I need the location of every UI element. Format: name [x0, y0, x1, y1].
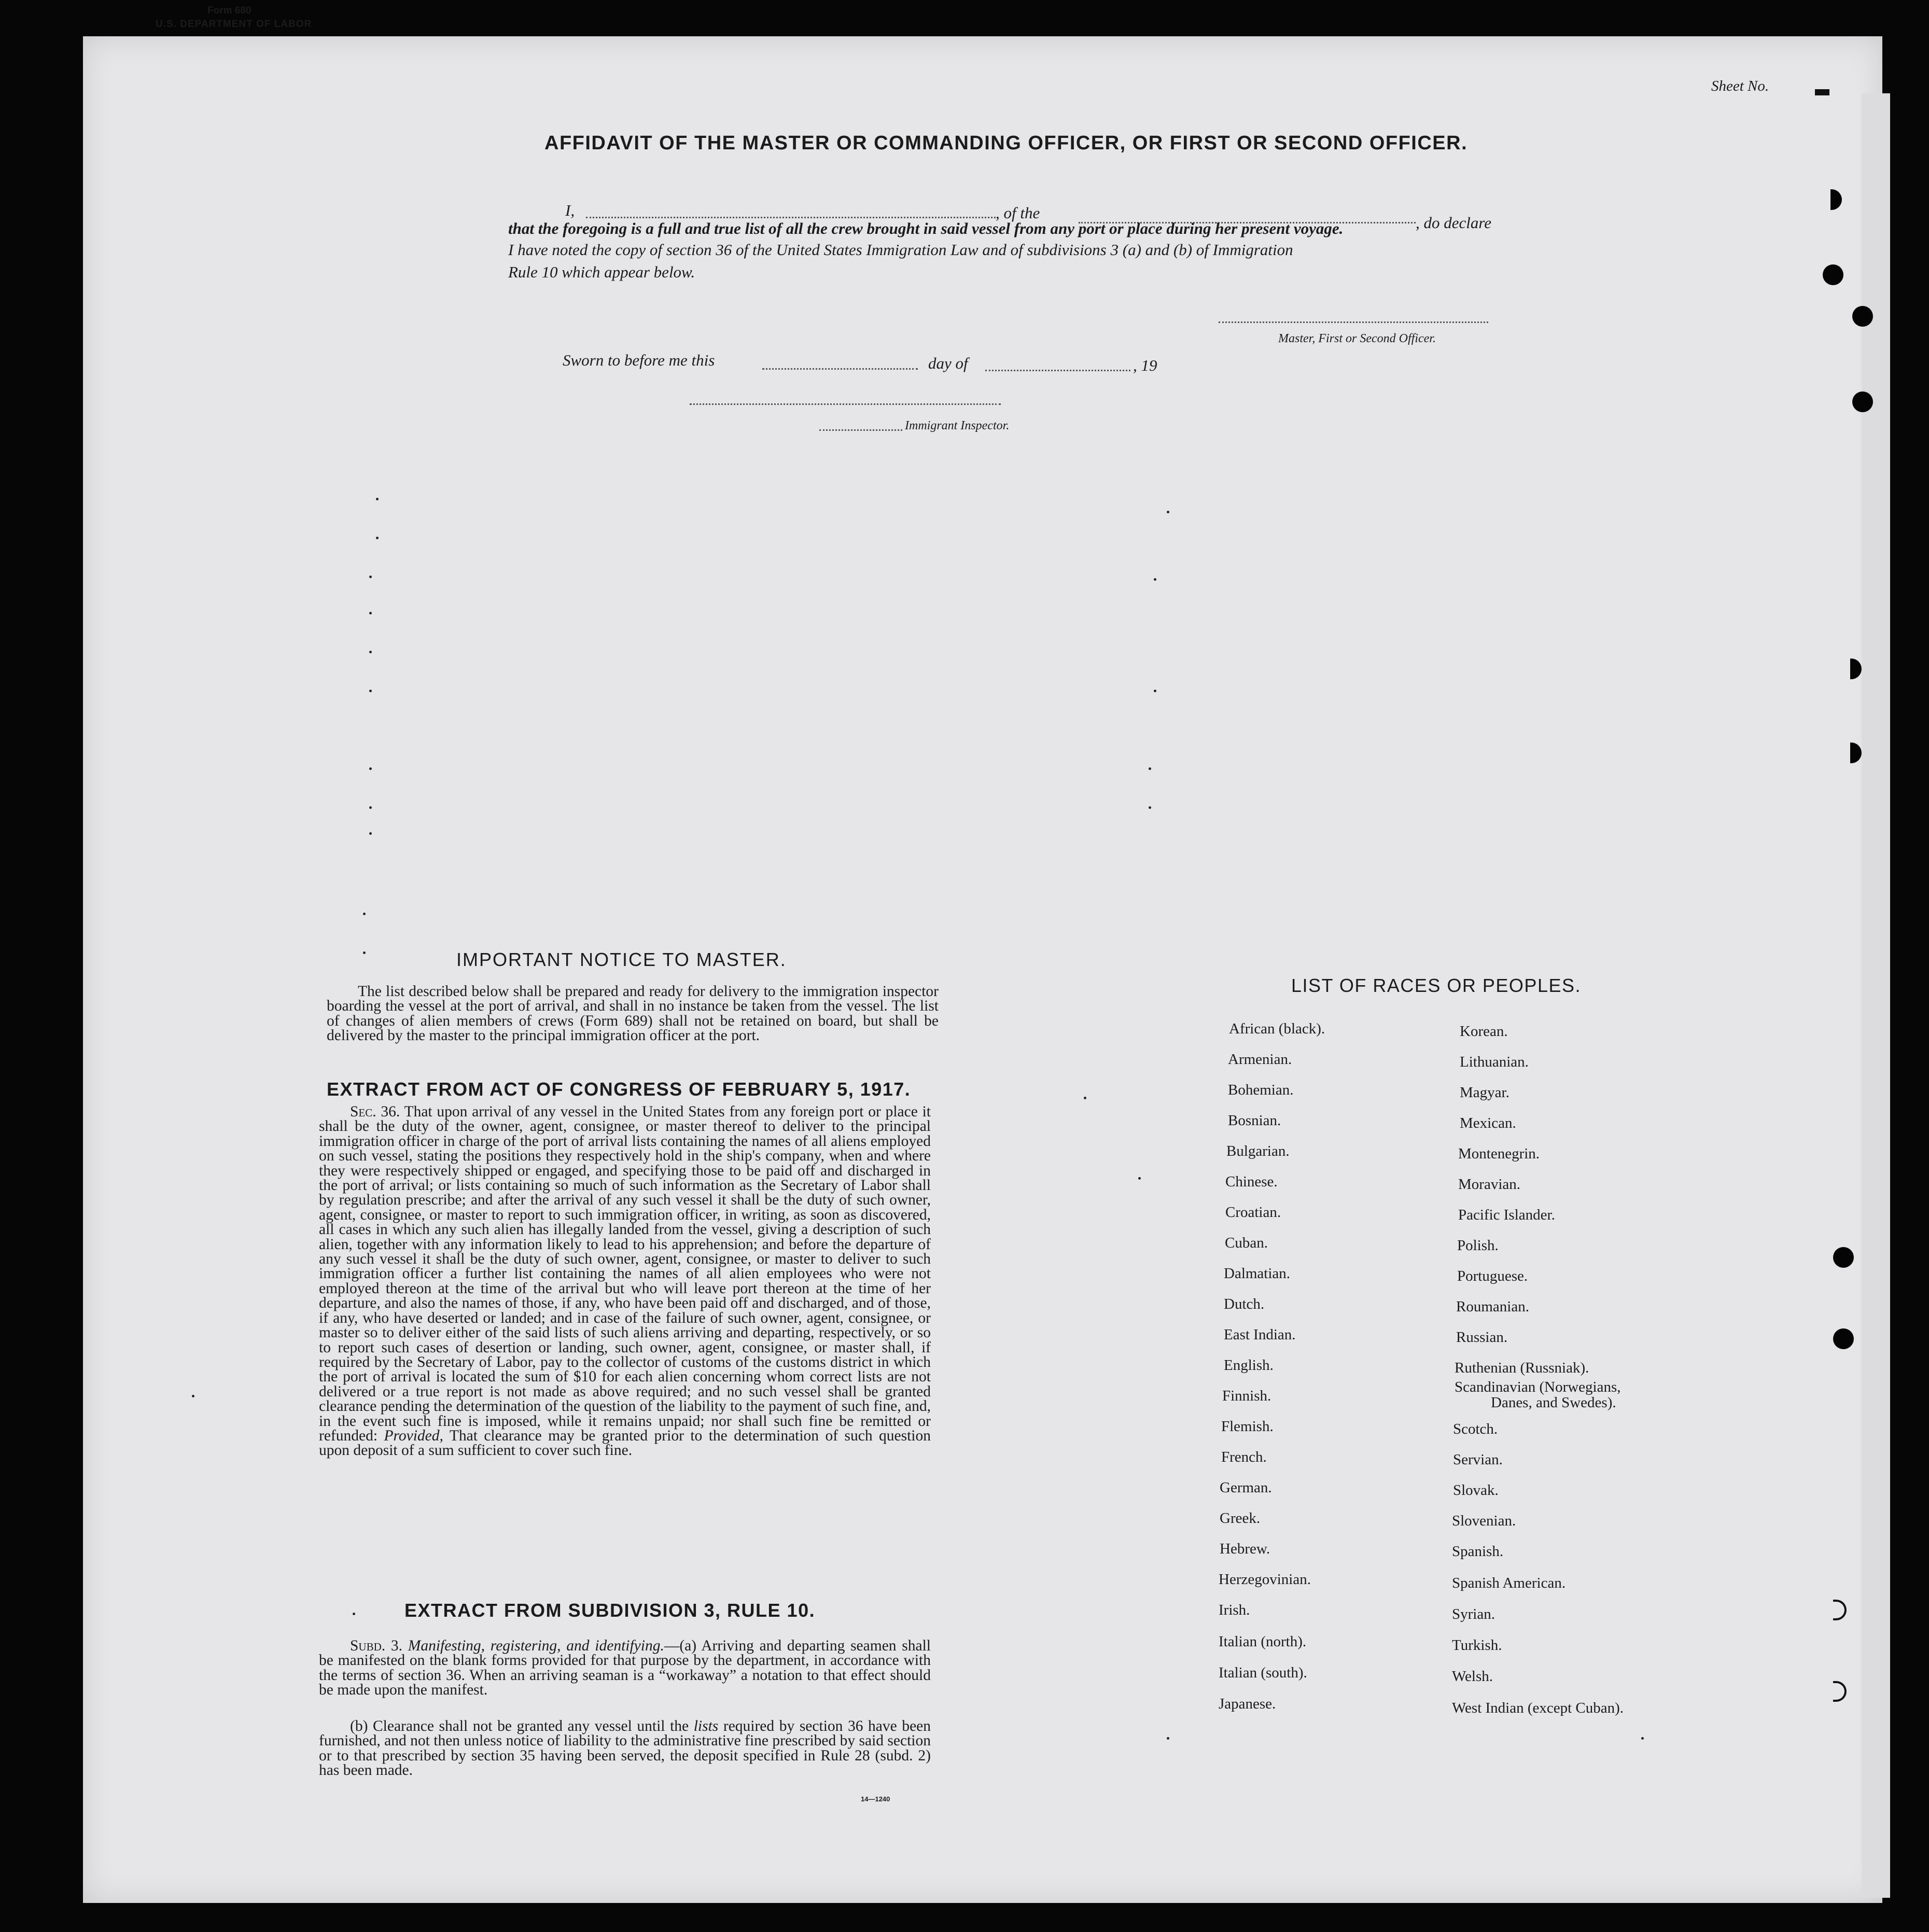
stray-mark: [1641, 1737, 1644, 1740]
race-item: Bohemian.: [1228, 1082, 1294, 1098]
race-item: Lithuanian.: [1460, 1054, 1529, 1070]
subdivision-label: Subd. 3.: [350, 1637, 402, 1654]
race-item: Croatian.: [1225, 1204, 1281, 1221]
master-signature-blank[interactable]: [1219, 321, 1488, 323]
race-item: Spanish American.: [1452, 1575, 1566, 1591]
master-name-blank[interactable]: [586, 217, 996, 218]
provided-word: Provided,: [384, 1427, 443, 1444]
race-item: Dalmatian.: [1224, 1265, 1291, 1282]
subdivision-b-text: [319, 1719, 931, 1778]
stray-mark: [369, 651, 372, 653]
day-of-label: day of: [928, 354, 968, 372]
binder-hole: [1852, 306, 1873, 327]
affidavit-line-4: Rule 10 which appear below.: [508, 263, 695, 281]
stray-mark: [376, 537, 379, 539]
subdivision-b-label: (b): [350, 1718, 368, 1734]
subdivision-b-body-2: required by section 36 have been furnished, and not then unless notice of liability to the administrative fine prescribed by said section or to that prescribed by section 35 having been served, the deposit specified in Rule 28 (subd. 2) has been made.: [319, 1718, 931, 1779]
race-item: Herzegovinian.: [1219, 1571, 1311, 1588]
race-item: Greek.: [1220, 1510, 1261, 1527]
inspector-label: Immigrant Inspector.: [905, 419, 1010, 432]
race-item: Scandinavian (Norwegians,: [1455, 1379, 1621, 1395]
race-item: Montenegrin.: [1458, 1145, 1540, 1162]
master-signature-label: Master, First or Second Officer.: [1278, 332, 1436, 345]
race-item: Servian.: [1453, 1451, 1503, 1468]
race-item: Pacific Islander.: [1458, 1207, 1555, 1223]
subdivision-a-label: —(a): [664, 1637, 697, 1654]
stray-mark: [369, 767, 372, 770]
race-item: Dutch.: [1224, 1296, 1265, 1312]
stray-mark: [1167, 511, 1169, 513]
section-36-text: [319, 1104, 931, 1458]
stray-mark: [1149, 767, 1151, 770]
race-item: Hebrew.: [1220, 1541, 1270, 1557]
stray-mark: [369, 832, 372, 835]
affidavit-line-2: that the foregoing is a full and true list of all the crew brought in said vessel from any port or place during her present voyage.: [508, 219, 1344, 237]
race-item: Slovak.: [1453, 1482, 1499, 1499]
stray-mark: [369, 806, 372, 809]
race-item: Polish.: [1457, 1237, 1499, 1254]
race-item: Moravian.: [1458, 1176, 1520, 1193]
stray-mark: [369, 690, 372, 692]
affidavit-title: AFFIDAVIT OF THE MASTER OR COMMANDING OFFICER, OR FIRST OR SECOND OFFICER.: [544, 132, 1468, 154]
race-item: Magyar.: [1460, 1084, 1509, 1101]
stray-mark: [363, 951, 366, 954]
race-item: Russian.: [1456, 1329, 1508, 1346]
form-page: [83, 36, 1882, 1903]
notice-heading: IMPORTANT NOTICE TO MASTER.: [456, 949, 787, 970]
race-item: African (black).: [1229, 1020, 1325, 1037]
race-item: Flemish.: [1221, 1418, 1274, 1435]
stray-mark: [1084, 1097, 1086, 1099]
stray-mark: [1154, 690, 1156, 692]
section-36-body: That upon arrival of any vessel in the United States from any foreign port or place it shall be the duty of the owner, agent, consignee, or master thereof to deliver to the principal immigration officer in charge of the port of arrival lists containing the names of all aliens employed on such vessel, stating the positions they respectively hold in the ship's company, when and where they were respectively shipped or engaged, and specifying those to be paid off and discharged in the port of arrival; or lists containing so much of such information as the Secretary of Labor shall by regulation prescribe; and after the arrival of any such vessel it shall be the duty of such owner, agent, consignee, or master to report to such immigration officer, in writing, as soon as discovered, all cases in which any such alien has illegally landed from the vessel, giving a description of such alien, together with any information likely to lead to his apprehension; and before the departure of any such vessel it shall be the duty of such owner, agent, consignee, or master to deliver to such immigration officer a further list containing the names of all alien employees who were not employed thereon at the time of the arrival but who will leave port thereon at the time of her departure, and also the names of those, if any, who have been paid off and discharged, and of those, if any, who have deserted or landed; and in case of the failure of such owner, agent, consignee, or master so to deliver either of the said lists of such aliens arriving and departing, respectively, or so to report such cases of desertion or landing, such owner, agent, consignee, or master shall, if required by the Secretary of Labor, pay to the collector of customs of the customs district in which the port of arrival is located the sum of $10 for each alien concerning whom correct lists are not delivered or a true report is not made as above required; and no such vessel shall be granted clearance pending the determination of the question of the liability to the payment of such fine, and, in the event such fine is imposed, while it remains unpaid; nor shall such fine be remitted or refunded:: [319, 1103, 931, 1444]
race-item: Bosnian.: [1228, 1112, 1281, 1129]
stray-mark: [369, 612, 372, 614]
binder-hole: [1833, 1247, 1854, 1268]
race-item: German.: [1220, 1479, 1272, 1496]
subdivision-a-text: [319, 1639, 931, 1698]
race-item: Irish.: [1219, 1602, 1250, 1618]
binder-hole: [1823, 264, 1843, 285]
race-item: Roumanian.: [1456, 1298, 1529, 1315]
race-item: Bulgarian.: [1226, 1143, 1290, 1159]
race-item: Finnish.: [1222, 1388, 1271, 1404]
race-item: Slovenian.: [1452, 1513, 1516, 1529]
rule-extract-heading: EXTRACT FROM SUBDIVISION 3, RULE 10.: [404, 1600, 816, 1621]
race-item: Italian (south).: [1219, 1664, 1307, 1681]
race-item: East Indian.: [1224, 1326, 1296, 1343]
form-number: Form 680: [207, 5, 251, 16]
notice-text: The list described below shall be prepared and ready for delivery to the immigration inspector boarding the vessel at the port of arrival, and shall in no instance be taken from the vessel. The list of changes of alien members of crews (Form 689) shall not be retained on board, but shall be delivered by the master to the principal immigration officer at the port.: [327, 983, 939, 1044]
race-item: English.: [1224, 1357, 1274, 1374]
stray-mark: [1154, 578, 1156, 581]
race-item: Scotch.: [1453, 1421, 1498, 1437]
year-label: , 19: [1133, 356, 1157, 374]
inspector-signature-blank[interactable]: [819, 429, 902, 431]
sheet-number-label: Sheet No.: [1711, 78, 1769, 94]
race-item: Japanese.: [1219, 1696, 1276, 1712]
race-item: West Indian (except Cuban).: [1452, 1700, 1624, 1716]
section-36-body-end: That clearance may be granted prior to the determination of such question upon deposit of a sum sufficient to cover such fine.: [319, 1427, 931, 1459]
race-item: Welsh.: [1452, 1668, 1493, 1685]
race-item: Cuban.: [1225, 1235, 1268, 1251]
print-code: 14—1240: [861, 1795, 890, 1803]
binder-hole: [1833, 1328, 1854, 1349]
lists-word: lists: [693, 1718, 719, 1734]
race-item: Syrian.: [1452, 1606, 1495, 1622]
binder-hole: [1852, 391, 1873, 412]
race-item: Spanish.: [1452, 1543, 1504, 1560]
race-item: Ruthenian (Russniak).: [1455, 1360, 1589, 1376]
stray-mark: [369, 576, 372, 578]
race-item: Korean.: [1460, 1023, 1508, 1040]
stray-mark: [1138, 1177, 1141, 1180]
sworn-day-blank[interactable]: [762, 368, 918, 370]
stray-mark: [1167, 1737, 1169, 1740]
race-item: Chinese.: [1225, 1173, 1278, 1190]
stray-mark: [192, 1395, 194, 1397]
affidavit-do-declare: , do declare: [1416, 214, 1492, 232]
race-item: Italian (north).: [1219, 1633, 1307, 1650]
race-item: Portuguese.: [1457, 1268, 1528, 1284]
subdivision-title: Manifesting, registering, and identifying.: [408, 1637, 664, 1654]
stray-mark: [376, 498, 379, 500]
sworn-month-blank[interactable]: [985, 370, 1130, 371]
act-extract-heading: EXTRACT FROM ACT OF CONGRESS OF FEBRUARY 5, 1917.: [327, 1079, 911, 1100]
stray-mark: [1149, 806, 1151, 809]
subdivision-a-body: Arriving and departing seamen shall be manifested on the blank forms provided for that purpose by the department, in accordance with the terms of section 36. When an arriving seaman is a “workaway” a notation to that effect should be made upon the manifest.: [319, 1637, 931, 1699]
races-heading: LIST OF RACES OR PEOPLES.: [1291, 975, 1581, 996]
sworn-label: Sworn to before me this: [563, 351, 715, 369]
subdivision-b-body-1: Clearance shall not be granted any vessel until the: [373, 1718, 689, 1734]
underlying-sheet-edge: [1862, 93, 1890, 1898]
affidavit-i: I,: [565, 201, 575, 219]
sheet-number-mark: [1815, 89, 1829, 95]
stray-mark: [353, 1613, 355, 1615]
race-item-continuation: Danes, and Swedes).: [1491, 1394, 1616, 1411]
race-item: Mexican.: [1460, 1115, 1516, 1131]
affidavit-line-3: I have noted the copy of section 36 of the United States Immigration Law and of subdivisions 3 (a) and (b) of Immigration: [508, 241, 1293, 259]
inspector-signature-blank-top[interactable]: [690, 403, 1001, 405]
section-36-label: Sec. 36.: [350, 1103, 400, 1120]
affidavit-of-the: , of the: [996, 204, 1040, 222]
department-name: U.S. DEPARTMENT OF LABOR: [156, 19, 312, 30]
race-item-scandinavian: [1455, 1379, 1621, 1410]
race-item: Turkish.: [1452, 1637, 1502, 1654]
race-item: Armenian.: [1228, 1051, 1292, 1068]
stray-mark: [363, 913, 366, 915]
race-item: French.: [1221, 1449, 1267, 1465]
